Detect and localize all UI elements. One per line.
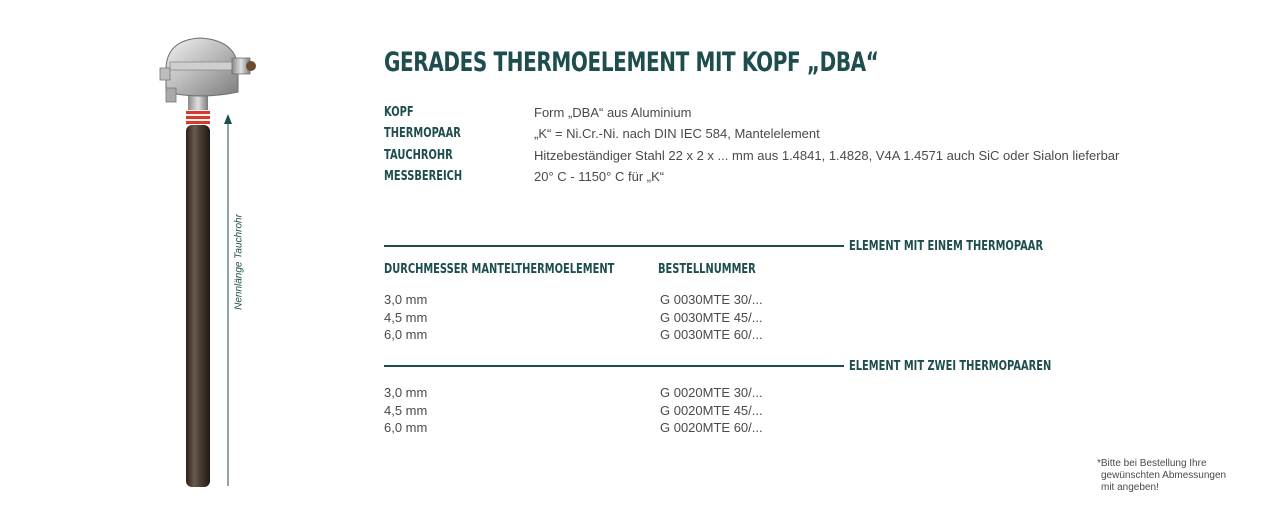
page-title: GERADES THERMOELEMENT MIT KOPF „DBA“ [384,47,879,78]
table-row [384,326,763,344]
thermocouple-image [150,30,270,500]
footnote-line: gewünschten Abmessungen [1101,470,1227,481]
section-divider [384,365,844,367]
section-title-single: ELEMENT MIT EINEM THERMOPAAR [849,239,1044,254]
column-header-diameter: DURCHMESSER MANTELTHERMOELEMENT [384,262,615,277]
order-number-cell: G 0020MTE 60/... [660,420,763,436]
spec-value: Form „DBA“ aus Aluminium [534,105,692,121]
section-divider [384,245,844,247]
order-number-cell: G 0020MTE 30/... [660,385,763,401]
dimension-label: Nennlänge Tauchrohr [233,214,245,310]
diameter-cell: 4,5 mm [384,402,428,418]
footnote-line: *Bitte bei Bestellung Ihre [1097,458,1207,469]
diameter-cell: 6,0 mm [384,327,428,343]
spec-key: TAUCHROHR [384,147,453,163]
spec-value: „K“ = Ni.Cr.-Ni. nach DIN IEC 584, Mantelelement [534,126,820,142]
order-number-cell: G 0030MTE 30/... [660,292,763,308]
diameter-cell: 6,0 mm [384,420,428,436]
order-footnote [1097,458,1226,494]
table-row [384,291,763,309]
spec-key: MESSBEREICH [384,169,463,185]
column-header-order-number: BESTELLNUMMER [658,262,756,277]
spec-list [384,102,1119,187]
spec-row-messbereich [384,166,1119,187]
spec-row-kopf [384,102,1119,123]
order-number-cell: G 0030MTE 45/... [660,309,763,325]
footnote-line: mit angeben! [1101,482,1159,493]
table-row [384,384,763,402]
spec-row-thermopaar [384,123,1119,144]
order-number-cell: G 0020MTE 45/... [660,402,763,418]
order-number-cell: G 0030MTE 60/... [660,327,763,343]
section-title-dual: ELEMENT MIT ZWEI THERMOPAAREN [849,359,1052,374]
spec-row-tauchrohr [384,145,1119,166]
table-dual-thermocouple [384,384,763,437]
spec-key: KOPF [384,105,414,121]
table-single-thermocouple [384,291,763,344]
table-row [384,419,763,437]
spec-key: THERMOPAAR [384,126,461,142]
diameter-cell: 3,0 mm [384,385,428,401]
table-row [384,309,763,327]
diameter-cell: 4,5 mm [384,309,428,325]
spec-value: 20° C - 1150° C für „K“ [534,169,665,185]
table-row [384,402,763,420]
diameter-cell: 3,0 mm [384,292,428,308]
spec-value: Hitzebeständiger Stahl 22 x 2 x ... mm aus 1.4841, 1.4828, V4A 1.4571 auch SiC oder Sialon lieferbar [534,147,1120,163]
